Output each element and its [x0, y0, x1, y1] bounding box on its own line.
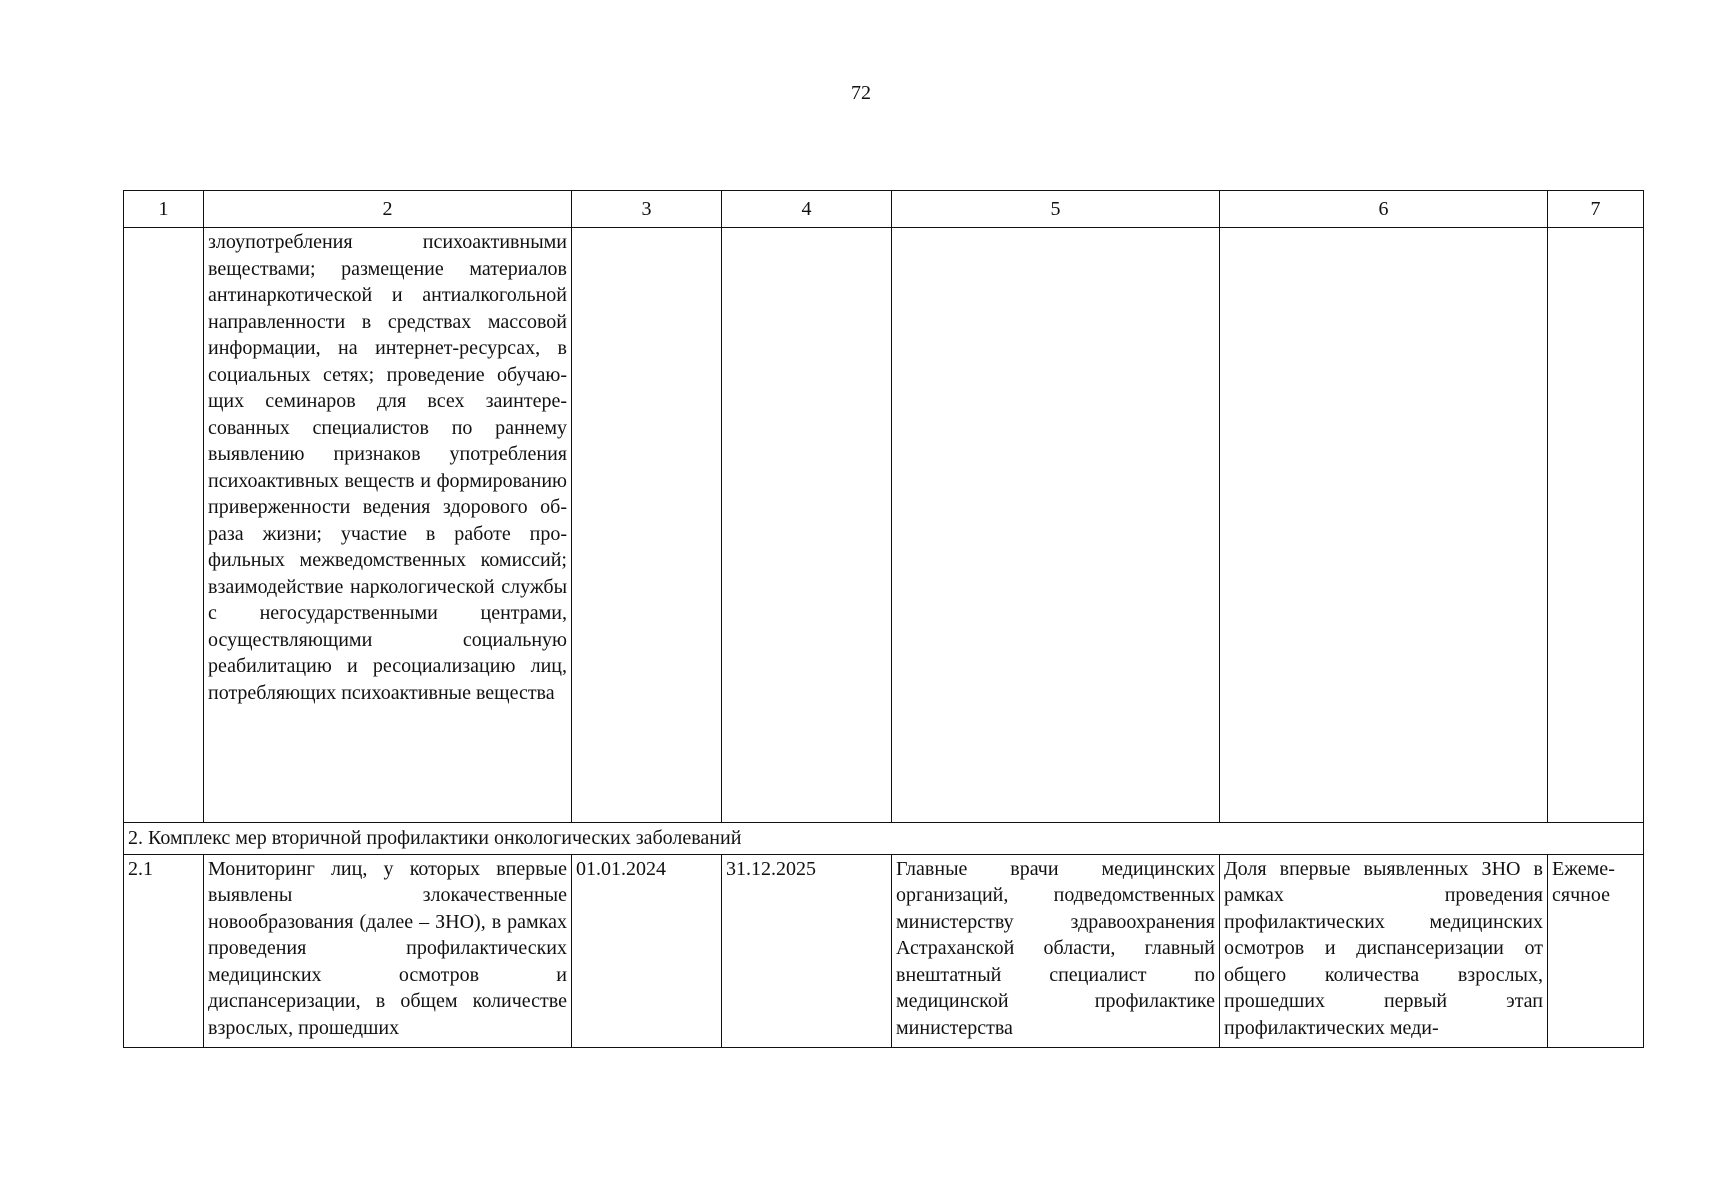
- column-header-3: 3: [572, 191, 722, 228]
- cell-num: [124, 228, 204, 823]
- column-header-4: 4: [722, 191, 892, 228]
- cell-end-date: [722, 228, 892, 823]
- column-header-2: 2: [204, 191, 572, 228]
- column-header-6: 6: [1220, 191, 1548, 228]
- page-number: 72: [851, 82, 871, 104]
- cell-frequency: [1548, 228, 1644, 823]
- cell-description: Мониторинг лиц, у которых впервые выявлены злокачественные новообразования (далее – ЗНО), в рамках проведения профилактических медицинских осмотров и диспансеризации, в общем количестве взрослых, прошедших: [204, 854, 572, 1047]
- cell-start-date: 01.01.2024: [572, 854, 722, 1047]
- cell-description: злоупотребления психоактивными веществами; размещение материалов антинаркотической и антиалкогольной направленности в средствах массовой информации, на интернет-ресурсах, в социальных сетях; проведение обучающих семинаров для всех заинтересованных специалистов по раннему выявлению признаков употребления психоактивных веществ и формированию приверженности ведения здорового образа жизни; участие в работе профильных межведомственных комиссий; взаимодействие наркологической службы с негосударственными центрами, осуществляющими социальную реабилитацию и ресоциализацию лиц, потребляющих психоактивные вещества: [204, 228, 572, 823]
- cell-frequency: Ежемесячное: [1548, 854, 1644, 1047]
- measures-table: [123, 190, 1644, 1048]
- cell-responsible: Главные врачи медицинских организаций, подведомственных министерству здравоохранения Астраханской области, главный внештатный специалист по медицинской профилактике министерства: [892, 854, 1220, 1047]
- cell-num: 2.1: [124, 854, 204, 1047]
- column-header-1: 1: [124, 191, 204, 228]
- cell-indicator: [1220, 228, 1548, 823]
- table-row-2-1: [124, 854, 1644, 1047]
- cell-start-date: [572, 228, 722, 823]
- cell-responsible: [892, 228, 1220, 823]
- table-row-continued: [124, 228, 1644, 823]
- cell-indicator: Доля впервые выявленных ЗНО в рамках проведения профилактических медицинских осмотров и диспансеризации от общего количества взрослых, прошедших первый этап профилактических меди-: [1220, 854, 1548, 1047]
- column-number-row: [124, 191, 1644, 228]
- section-title: 2. Комплекс мер вторичной профилактики онкологических заболеваний: [124, 823, 1644, 855]
- column-header-5: 5: [892, 191, 1220, 228]
- cell-end-date: 31.12.2025: [722, 854, 892, 1047]
- section-heading-row: [124, 823, 1644, 855]
- column-header-7: 7: [1548, 191, 1644, 228]
